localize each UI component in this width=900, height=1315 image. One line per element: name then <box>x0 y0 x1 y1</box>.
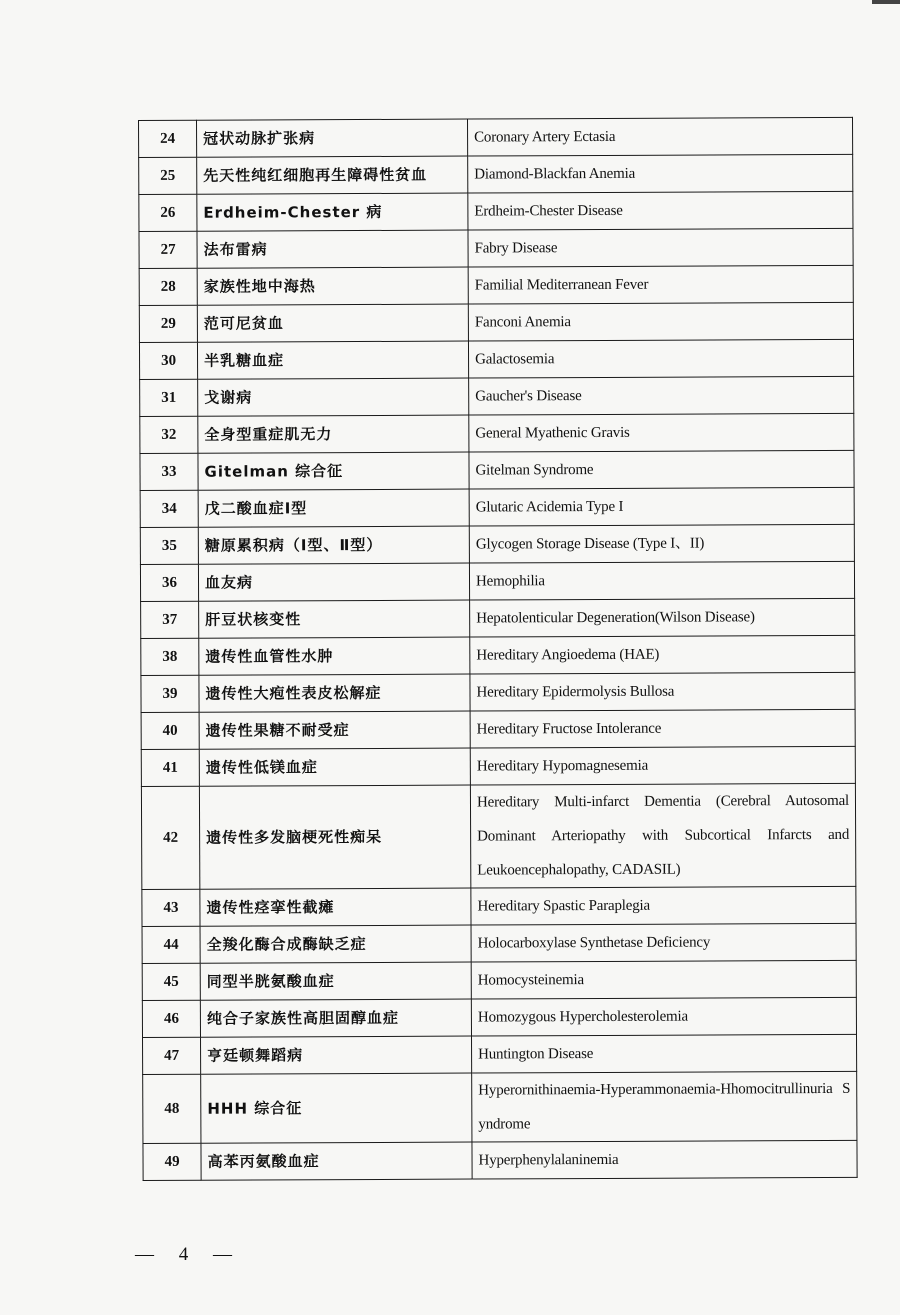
table-row <box>143 1071 857 1143</box>
row-number: 40 <box>141 712 199 749</box>
row-number: 49 <box>143 1143 201 1180</box>
row-number: 32 <box>140 416 198 453</box>
row-number: 42 <box>141 786 199 889</box>
disease-name-english: Hereditary Angioedema (HAE) <box>470 635 855 674</box>
row-number: 44 <box>142 926 200 963</box>
disease-name-chinese: 同型半胱氨酸血症 <box>200 962 471 1000</box>
row-number: 27 <box>139 231 197 268</box>
disease-name-chinese: 冠状动脉扩张病 <box>197 119 468 157</box>
row-number: 45 <box>142 963 200 1000</box>
disease-name-english: Fanconi Anemia <box>468 302 853 341</box>
table-row <box>142 997 856 1037</box>
table-row <box>139 191 853 231</box>
disease-name-english: Galactosemia <box>468 339 853 378</box>
table-row <box>140 487 854 527</box>
row-number: 35 <box>140 527 198 564</box>
disease-name-english: Gitelman Syndrome <box>469 450 854 489</box>
disease-name-chinese: Gitelman 综合征 <box>198 452 469 490</box>
row-number: 43 <box>142 889 200 926</box>
row-number: 30 <box>139 342 197 379</box>
disease-name-english: Hereditary Fructose Intolerance <box>470 709 855 748</box>
table-row <box>139 228 853 268</box>
row-number: 48 <box>143 1074 201 1143</box>
table-row <box>140 524 854 564</box>
disease-name-chinese: 遗传性痉挛性截瘫 <box>200 888 471 926</box>
disease-name-english: Fabry Disease <box>468 228 853 267</box>
disease-name-chinese: 法布雷病 <box>197 230 468 268</box>
table-row <box>141 709 855 749</box>
table-row <box>142 923 856 963</box>
disease-name-chinese: 遗传性低镁血症 <box>199 748 470 786</box>
disease-name-english: Glutaric Acidemia Type I <box>469 487 854 526</box>
table-body <box>139 117 858 1180</box>
row-number: 38 <box>141 638 199 675</box>
disease-name-chinese: 糖原累积病（Ⅰ型、Ⅱ型） <box>198 526 469 564</box>
table-row <box>139 117 853 157</box>
table-row <box>142 886 856 926</box>
row-number: 29 <box>139 305 197 342</box>
disease-name-chinese: 亨廷顿舞蹈病 <box>201 1036 472 1074</box>
disease-name-chinese: 高苯丙氨酸血症 <box>201 1142 472 1180</box>
disease-name-english: Hemophilia <box>469 561 854 600</box>
row-number: 37 <box>141 601 199 638</box>
table-row <box>139 302 853 342</box>
row-number: 28 <box>139 268 197 305</box>
disease-name-english: Holocarboxylase Synthetase Deficiency <box>471 923 856 962</box>
row-number: 33 <box>140 453 198 490</box>
disease-name-chinese: 遗传性果糖不耐受症 <box>199 711 470 749</box>
table-row <box>141 783 855 889</box>
disease-name-english: Coronary Artery Ectasia <box>467 117 852 156</box>
row-number: 36 <box>140 564 198 601</box>
disease-name-chinese: HHH 综合征 <box>201 1073 472 1143</box>
disease-name-english: Hereditary Hypomagnesemia <box>470 746 855 785</box>
disease-name-english: Homocysteinemia <box>471 960 856 999</box>
disease-name-english: Familial Mediterranean Fever <box>468 265 853 304</box>
disease-name-chinese: 戈谢病 <box>198 378 469 416</box>
table-row <box>143 1140 857 1180</box>
disease-name-chinese: 全羧化酶合成酶缺乏症 <box>200 925 471 963</box>
disease-name-english: Hyperphenylalaninemia <box>472 1140 857 1179</box>
table-row <box>139 339 853 379</box>
disease-name-chinese: Erdheim-Chester 病 <box>197 193 468 231</box>
row-number: 26 <box>139 194 197 231</box>
disease-name-english: Erdheim-Chester Disease <box>468 191 853 230</box>
disease-name-chinese: 家族性地中海热 <box>197 267 468 305</box>
disease-name-chinese: 范可尼贫血 <box>197 304 468 342</box>
table-row <box>143 1034 857 1074</box>
table-row <box>140 450 854 490</box>
disease-name-english: Hereditary Multi-infarct Dementia (Cerebral Autosomal Dominant Arteriopathy with Subcortical Infarcts and Leukoencephalopathy, CADASIL) <box>470 783 855 888</box>
row-number: 39 <box>141 675 199 712</box>
rare-disease-table <box>138 117 858 1181</box>
disease-name-chinese: 先天性纯红细胞再生障碍性贫血 <box>197 156 468 194</box>
row-number: 46 <box>142 1000 200 1037</box>
table-row <box>140 561 854 601</box>
disease-name-english: Diamond-Blackfan Anemia <box>468 154 853 193</box>
page-corner-mark <box>872 0 900 4</box>
table-row <box>141 635 855 675</box>
disease-name-chinese: 半乳糖血症 <box>197 341 468 379</box>
disease-name-chinese: 遗传性大疱性表皮松解症 <box>199 674 470 712</box>
disease-name-chinese: 肝豆状核变性 <box>199 600 470 638</box>
disease-name-chinese: 戊二酸血症Ⅰ型 <box>198 489 469 527</box>
disease-name-english: Hereditary Epidermolysis Bullosa <box>470 672 855 711</box>
disease-name-english: Hereditary Spastic Paraplegia <box>471 886 856 925</box>
disease-name-chinese: 遗传性多发脑梗死性痴呆 <box>199 785 470 889</box>
page-number: — 4 — <box>135 1244 242 1265</box>
disease-name-chinese: 血友病 <box>198 563 469 601</box>
row-number: 31 <box>140 379 198 416</box>
table-row <box>141 598 855 638</box>
disease-name-chinese: 全身型重症肌无力 <box>198 415 469 453</box>
table-row <box>142 960 856 1000</box>
disease-name-english: Hepatolenticular Degeneration(Wilson Disease) <box>470 598 855 637</box>
disease-name-english: Glycogen Storage Disease (Type I、II) <box>469 524 854 563</box>
disease-name-english: Hyperornithinaemia-Hyperammonaemia-Hhomocitrullinuria Syndrome <box>472 1071 857 1142</box>
disease-name-english: General Myathenic Gravis <box>469 413 854 452</box>
table-row <box>141 672 855 712</box>
disease-name-english: Homozygous Hypercholesterolemia <box>471 997 856 1036</box>
table-row <box>139 265 853 305</box>
row-number: 24 <box>139 120 197 157</box>
disease-name-chinese: 遗传性血管性水肿 <box>199 637 470 675</box>
row-number: 41 <box>141 749 199 786</box>
row-number: 34 <box>140 490 198 527</box>
table-row <box>141 746 855 786</box>
disease-name-english: Gaucher's Disease <box>469 376 854 415</box>
row-number: 47 <box>143 1037 201 1074</box>
row-number: 25 <box>139 157 197 194</box>
table-row <box>140 413 854 453</box>
disease-name-chinese: 纯合子家族性高胆固醇血症 <box>200 999 471 1037</box>
disease-name-english: Huntington Disease <box>472 1034 857 1073</box>
table-row <box>140 376 854 416</box>
table-row <box>139 154 853 194</box>
